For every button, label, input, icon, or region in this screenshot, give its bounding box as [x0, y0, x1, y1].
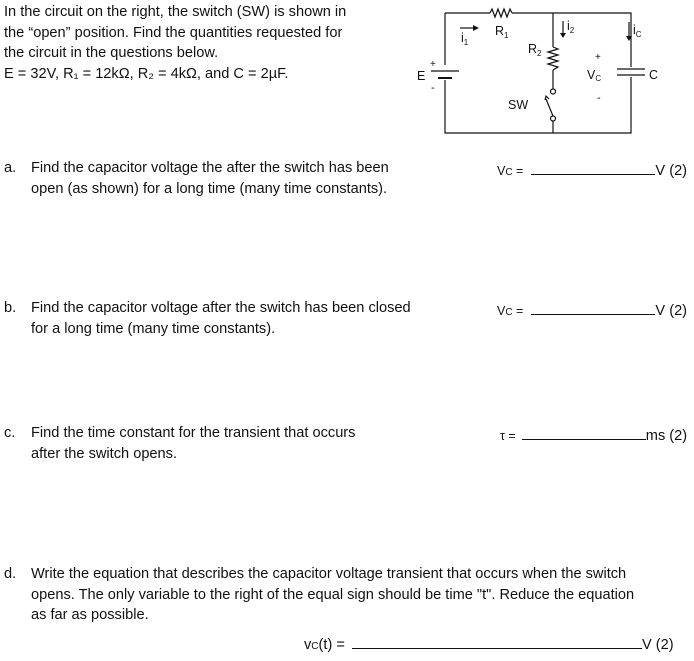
switch-bottom-contact — [551, 116, 556, 121]
label-r2: $R_2$ — [528, 42, 542, 58]
question-line: Find the capacitor voltage after the switch has been closed — [31, 300, 411, 316]
answer-unit: V (2) — [655, 163, 688, 179]
question-line: Write the equation that describes the capacitor voltage transient that occurs when the switch — [31, 566, 627, 582]
intro-line-4: E = 32V, R₁ = 12kΩ, R₂ = 4kΩ, and C = 2µF. — [4, 65, 289, 82]
answer-unit: ms (2) — [645, 428, 688, 444]
question-line: after the switch opens. — [31, 445, 178, 462]
label-vc: VC — [587, 68, 602, 83]
answer-a — [497, 160, 687, 179]
question-line: as far as possible. — [31, 607, 149, 623]
label-r1: $R_1$ — [495, 24, 509, 40]
label-i2: $i_2$ — [567, 19, 575, 35]
question-line: Find the capacitor voltage the after the switch has been — [31, 160, 389, 176]
answer-blank-b[interactable] — [531, 300, 655, 315]
answer-blank-a[interactable] — [531, 160, 655, 175]
answer-unit: V (2) — [655, 303, 688, 319]
resistor-r2 — [548, 47, 558, 70]
answer-unit: V (2) — [641, 637, 674, 653]
label-e-plus: + — [430, 59, 436, 70]
question-line: open (as shown) for a long time (many time constants). — [31, 180, 388, 197]
label-ic: $i_C$ — [633, 23, 642, 39]
answer-blank-c[interactable] — [522, 425, 646, 440]
label-vc-minus: - — [597, 92, 601, 104]
question-line: opens. The only variable to the right of the equal sign should be time "t". Reduce the equation — [31, 586, 635, 603]
answer-label: vC(t) = — [304, 637, 345, 653]
question-a — [4, 158, 424, 202]
arrow-i1-head — [473, 25, 479, 31]
answer-label: VC = — [497, 304, 524, 318]
intro-line-2: the “open” position. Find the quantities requested for — [4, 24, 343, 41]
circuit-diagram — [0, 0, 694, 140]
question-b — [4, 298, 444, 342]
answer-blank-d[interactable] — [352, 634, 642, 649]
question-letter: c. — [4, 425, 16, 441]
resistor-r1 — [490, 9, 512, 17]
label-e: E — [417, 69, 426, 83]
switch-top-contact — [551, 89, 556, 94]
intro-line-3: the circuit in the questions below. — [4, 45, 219, 61]
label-i1: $i_1$ — [461, 31, 469, 47]
question-letter: a. — [4, 160, 17, 176]
label-vc-plus: + — [595, 52, 601, 63]
answer-label: VC = — [497, 164, 524, 178]
label-sw: SW — [508, 98, 529, 112]
arrow-i2-head — [560, 33, 566, 38]
answer-label: τ = — [500, 429, 516, 443]
label-c: C — [649, 68, 659, 82]
intro-line-1: In the circuit on the right, the switch (SW) is shown in — [4, 4, 347, 20]
question-line: Find the time constant for the transient that occurs — [31, 425, 356, 441]
answer-c — [500, 425, 687, 444]
question-letter: b. — [4, 300, 17, 316]
label-e-minus: - — [431, 82, 435, 94]
switch-blade — [546, 99, 553, 116]
question-letter: d. — [4, 566, 17, 582]
question-line: for a long time (many time constants). — [31, 320, 276, 337]
answer-d — [304, 634, 674, 653]
question-c — [4, 423, 424, 467]
question-d — [4, 564, 690, 628]
answer-b — [497, 300, 687, 319]
